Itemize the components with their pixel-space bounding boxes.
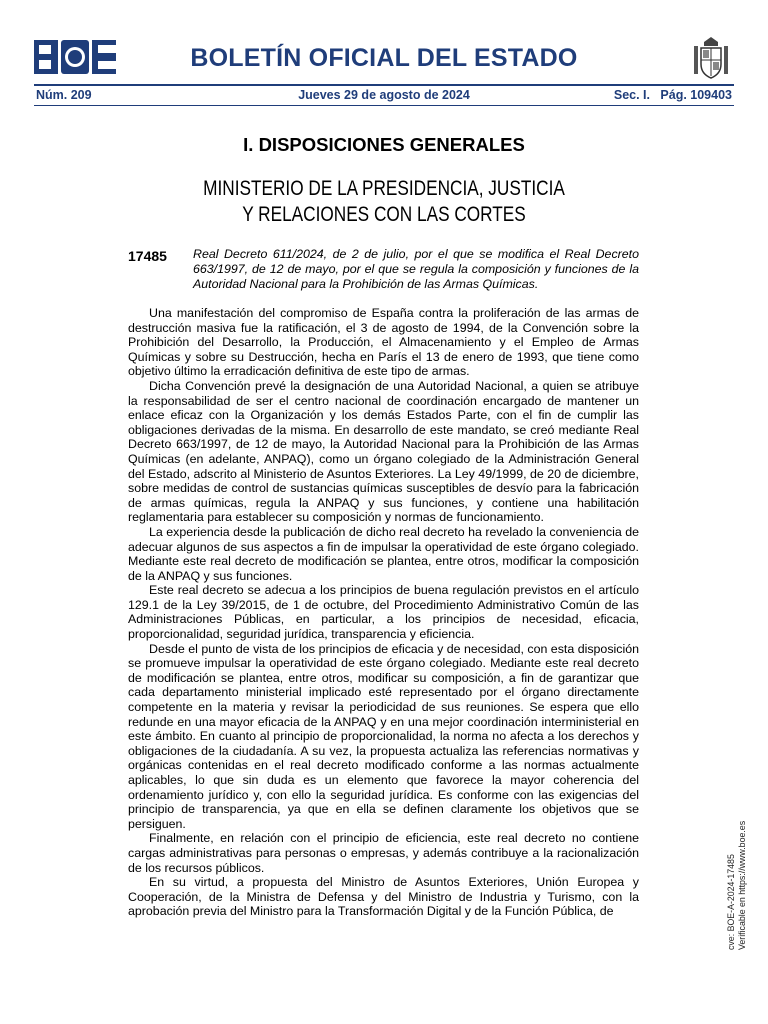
- cve-code: cve: BOE-A-2024-17485: [726, 854, 736, 950]
- document-body: [128, 306, 639, 919]
- verification-link[interactable]: Verificable en https://www.boe.es: [737, 820, 747, 950]
- header-rule-top: [34, 84, 734, 86]
- gazette-title: BOLETÍN OFICIAL DEL ESTADO: [190, 44, 578, 72]
- body-paragraph: Una manifestación del compromiso de España contra la proliferación de las armas de destrucción masiva fue la ratificación, el 3 de agosto de 1994, de la Convención sobre la Prohibición del Desarrollo, la Producción, el Almacenamiento y el Empleo de Armas Químicas y sobre su Destrucción, hecha en París el 13 de enero de 1993, que tiene como objetivo último la erradicación definitiva de este tipo de armas.: [128, 306, 639, 379]
- issue-number: Núm. 209: [36, 88, 92, 102]
- header-rule-bottom: [34, 105, 734, 106]
- section-heading: I. DISPOSICIONES GENERALES: [243, 134, 525, 155]
- body-paragraph: Este real decreto se adecua a los principios de buena regulación previstos en el artículo 129.1 de la Ley 39/2015, de 1 de octubre, del Procedimiento Administrativo Común de las Administraciones Públicas, en particular, a los principios de necesidad, eficacia, proporcionalidad, seguridad jurídica, transparencia y eficiencia.: [128, 583, 639, 642]
- body-paragraph: La experiencia desde la publicación de dicho real decreto ha revelado la conveniencia de adecuar algunos de sus aspectos a fin de impulsar la operatividad de este órgano colegiado. Mediante este real decreto de modificación se plantea, entre otros, modificar la composición de la ANPAQ y sus funciones.: [128, 524, 639, 583]
- issue-date: Jueves 29 de agosto de 2024: [298, 88, 470, 102]
- document-summary: Real Decreto 611/2024, de 2 de julio, por el que se modifica el Real Decreto 663/1997, de 12 de mayo, por el que se regula la composición y funciones de la Autoridad Nacional para la Prohibición de las Armas Químicas.: [193, 247, 639, 291]
- verification-sidebar: [726, 690, 748, 950]
- document-number: 17485: [128, 248, 167, 264]
- ministry-line-1: MINISTERIO DE LA PRESIDENCIA, JUSTICIA: [203, 177, 565, 200]
- ministry-heading: [69, 176, 699, 228]
- body-paragraph: Dicha Convención prevé la designación de una Autoridad Nacional, a quien se atribuye la responsabilidad de ser el centro nacional de coordinación encargado de mantener un enlace eficaz con la Organización y los demás Estados Parte, con el fin de cumplir las obligaciones derivadas de la misma. En desarrollo de este mandato, se creó mediante Real Decreto 663/1997, de 12 de mayo, la Autoridad Nacional para la Prohibición de las Armas Químicas (en adelante, ANPAQ), como un órgano colegiado de la Administración General del Estado, adscrito al Ministerio de Asuntos Exteriores. La Ley 49/1999, de 20 de diciembre, sobre medidas de control de sustancias químicas susceptibles de desvío para la fabricación de armas químicas, regula la ANPAQ y sus funciones, y contiene una habilitación reglamentaria para establecer su composición y normas de funcionamiento.: [128, 378, 639, 525]
- body-paragraph: En su virtud, a propuesta del Ministro de Asuntos Exteriores, Unión Europea y Cooperación, de la Ministra de Defensa y del Ministro de Industria y Turismo, con la aprobación previa del Ministro para la Transformación Digital y de la Función Pública, de: [128, 875, 639, 919]
- body-paragraph: Desde el punto de vista de los principios de eficacia y de necesidad, con esta disposición se promueve impulsar la operatividad de este órgano colegiado. Mediante este real decreto de modificación se plantea, entre otros, modificar su composición, a fin de garantizar que cada departamento ministerial implicado esté representado por el órgano directamente competente en la materia y revisar la periodicidad de sus reuniones. Se espera que ello redunde en una mayor eficacia de la ANPAQ y en una mejor coordinación interministerial en este ámbito. En cuanto al principio de proporcionalidad, la norma no afecta a los derechos y obligaciones de la ciudadanía. A su vez, la propuesta actualiza las referencias normativas y orgánicas contenidas en el real decreto modificado conforme a las normas actualmente aplicables, lo que sin duda es un elemento que favorece la mayor coherencia del ordenamiento jurídico y, con ello la seguridad jurídica. Es conforme con las exigencias del principio de transparencia, ya que en ella se definen claramente los objetivos que se persiguen.: [128, 641, 639, 831]
- ministry-line-2: Y RELACIONES CON LAS CORTES: [242, 203, 526, 226]
- section-page: Sec. I. Pág. 109403: [613, 88, 732, 102]
- coat-of-arms-icon: [690, 36, 732, 80]
- body-paragraph: Finalmente, en relación con el principio de eficiencia, este real decreto no contiene cargas administrativas para personas o empresas, y además contribuye a la racionalización de los recursos públicos.: [128, 831, 639, 875]
